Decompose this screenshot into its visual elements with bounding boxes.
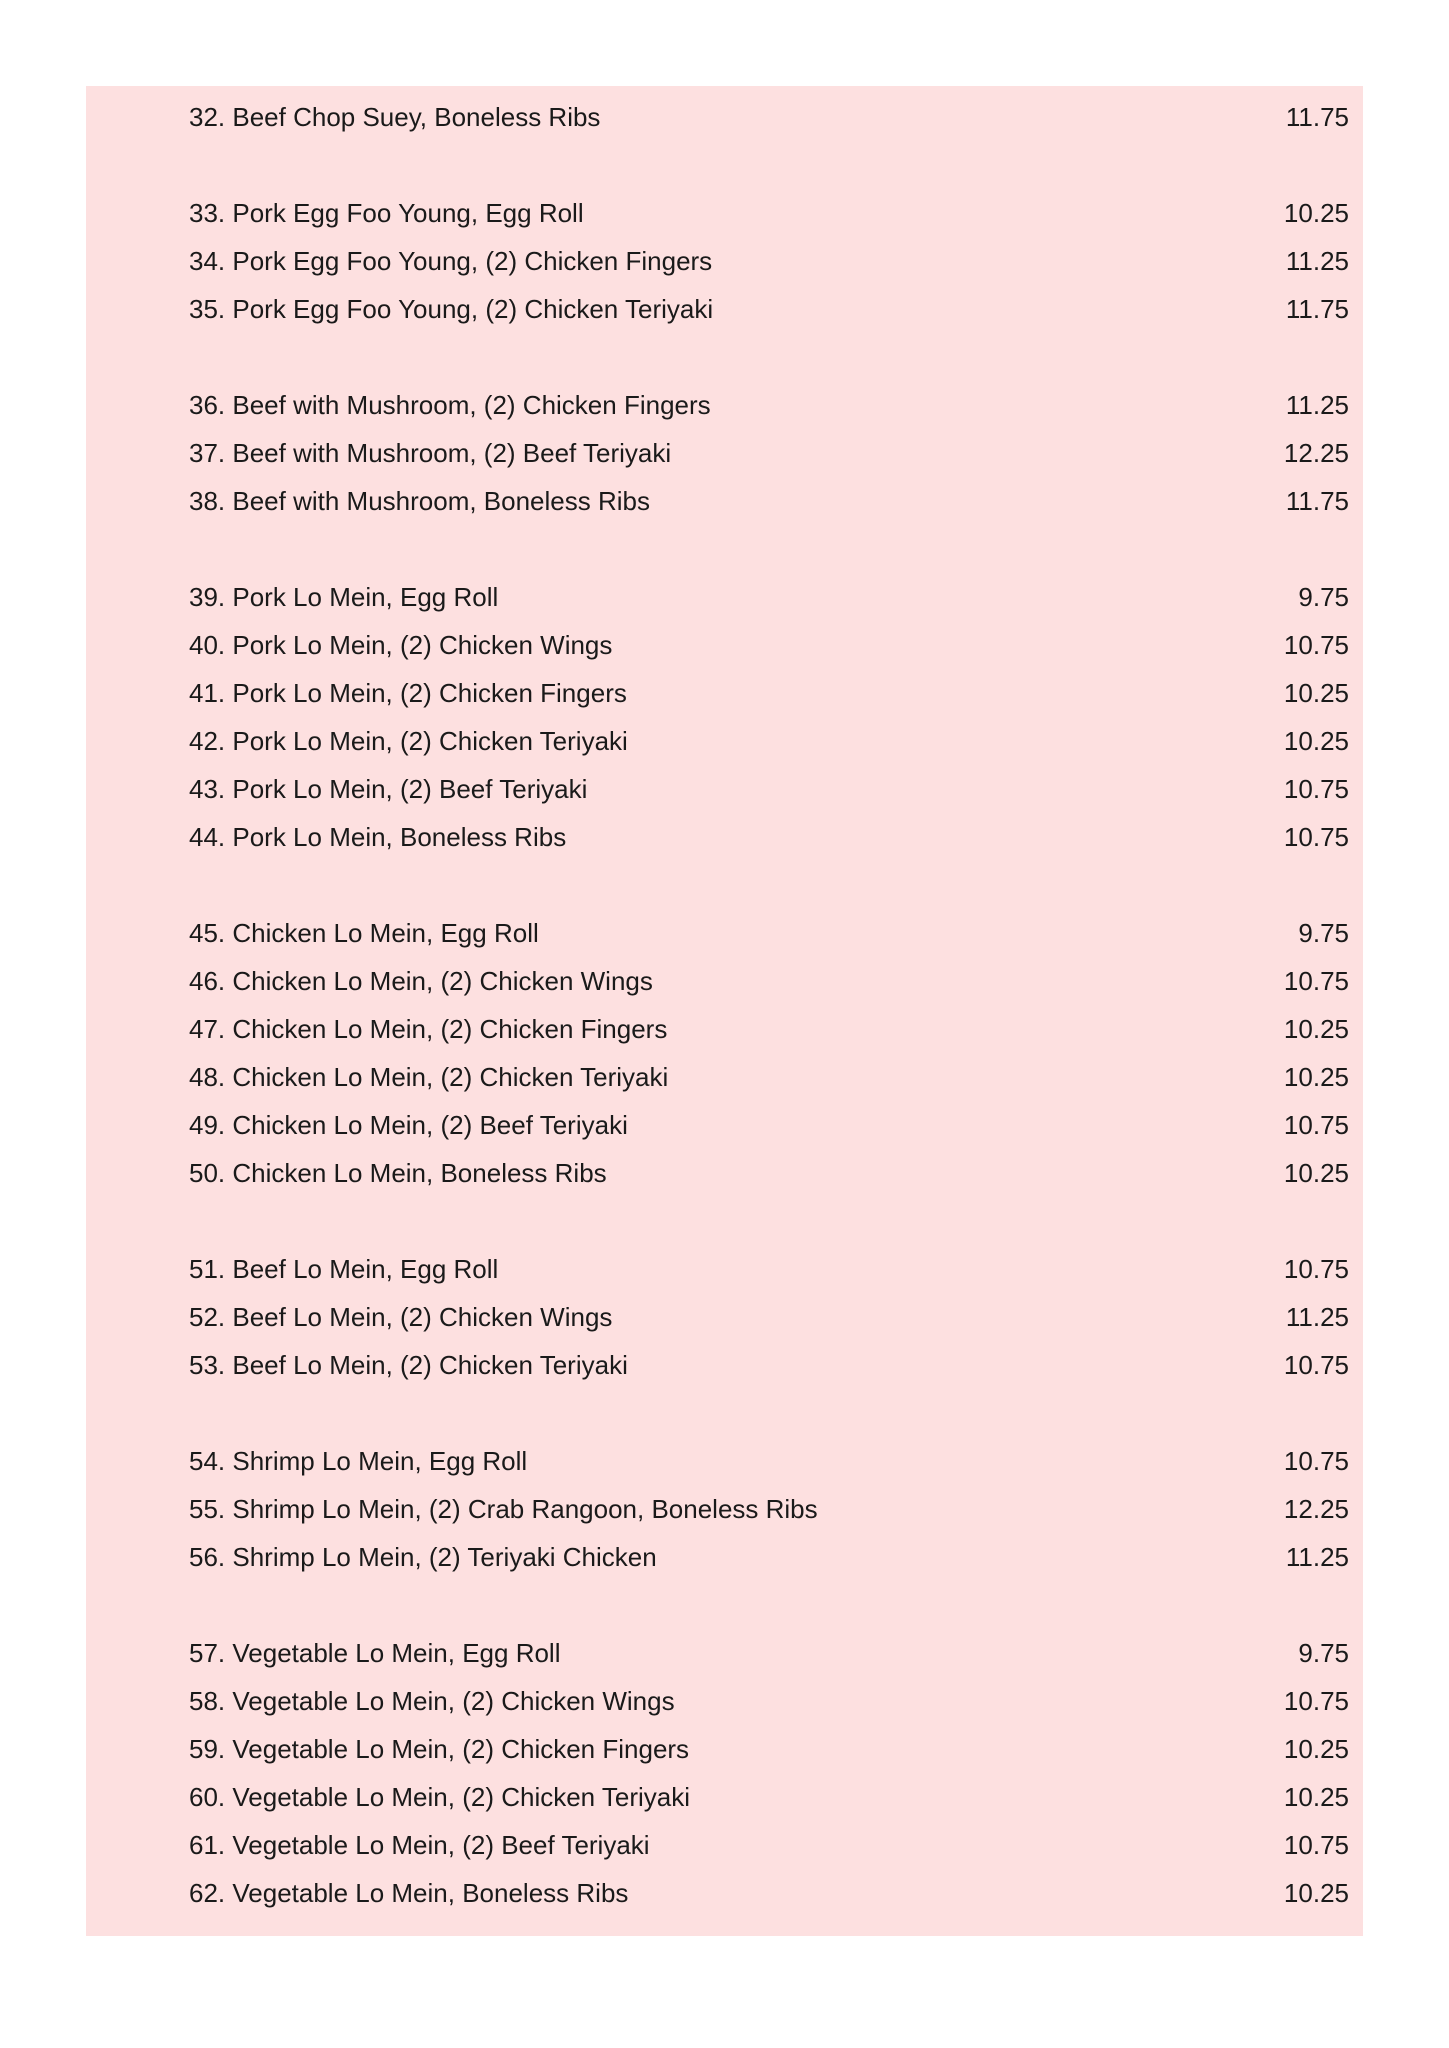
menu-item-price: 10.75	[1283, 966, 1349, 996]
menu-group	[189, 381, 1349, 525]
menu-item-name: 41. Pork Lo Mein, (2) Chicken Fingers	[189, 678, 627, 708]
menu-item-name: 53. Beef Lo Mein, (2) Chicken Teriyaki	[189, 1350, 628, 1380]
menu-item-row	[189, 1485, 1349, 1533]
menu-item-row	[189, 909, 1349, 957]
menu-item-price: 10.25	[1283, 1878, 1349, 1908]
menu-item-name: 46. Chicken Lo Mein, (2) Chicken Wings	[189, 966, 653, 996]
menu-item-price: 10.75	[1283, 1446, 1349, 1476]
menu-item-row	[189, 1053, 1349, 1101]
menu-item-name: 50. Chicken Lo Mein, Boneless Ribs	[189, 1158, 607, 1188]
menu-item-name: 58. Vegetable Lo Mein, (2) Chicken Wings	[189, 1686, 675, 1716]
menu-item-name: 49. Chicken Lo Mein, (2) Beef Teriyaki	[189, 1110, 628, 1140]
menu-item-row	[189, 1437, 1349, 1485]
menu-item-row	[189, 1869, 1349, 1917]
menu-item-price: 10.75	[1283, 1254, 1349, 1284]
menu-item-row	[189, 1341, 1349, 1389]
menu-item-name: 38. Beef with Mushroom, Boneless Ribs	[189, 486, 650, 516]
menu-item-row	[189, 189, 1349, 237]
menu-item-name: 37. Beef with Mushroom, (2) Beef Teriyaki	[189, 438, 672, 468]
menu-item-name: 60. Vegetable Lo Mein, (2) Chicken Teriyaki	[189, 1782, 691, 1812]
menu-item-row	[189, 429, 1349, 477]
menu-item-price: 12.25	[1283, 438, 1349, 468]
menu-item-name: 39. Pork Lo Mein, Egg Roll	[189, 582, 499, 612]
menu-group	[189, 1629, 1349, 1917]
menu-item-price: 10.75	[1283, 630, 1349, 660]
menu-item-name: 35. Pork Egg Foo Young, (2) Chicken Teriyaki	[189, 294, 714, 324]
menu-item-name: 57. Vegetable Lo Mein, Egg Roll	[189, 1638, 561, 1668]
menu-item-price: 9.75	[1298, 918, 1349, 948]
menu-item-name: 47. Chicken Lo Mein, (2) Chicken Fingers	[189, 1014, 668, 1044]
menu-item-price: 12.25	[1283, 1494, 1349, 1524]
menu-item-row	[189, 381, 1349, 429]
menu-item-price: 10.25	[1283, 1014, 1349, 1044]
menu-item-price: 10.75	[1283, 822, 1349, 852]
menu-item-row	[189, 717, 1349, 765]
menu-group	[189, 909, 1349, 1197]
menu-item-row	[189, 765, 1349, 813]
menu-item-price: 11.25	[1285, 1302, 1349, 1332]
menu-item-name: 40. Pork Lo Mein, (2) Chicken Wings	[189, 630, 613, 660]
menu-item-price: 10.25	[1283, 726, 1349, 756]
menu-item-row	[189, 1677, 1349, 1725]
menu-item-row	[189, 1629, 1349, 1677]
menu-item-price: 10.25	[1283, 198, 1349, 228]
menu-item-price: 10.75	[1283, 774, 1349, 804]
menu-group	[189, 573, 1349, 861]
menu-item-row	[189, 957, 1349, 1005]
menu-item-name: 44. Pork Lo Mein, Boneless Ribs	[189, 822, 567, 852]
menu-item-row	[189, 1773, 1349, 1821]
menu-item-price: 11.25	[1285, 1542, 1349, 1572]
menu-item-row	[189, 1725, 1349, 1773]
menu-item-name: 59. Vegetable Lo Mein, (2) Chicken Fingers	[189, 1734, 690, 1764]
menu-item-price: 11.75	[1285, 294, 1349, 324]
menu-item-price: 10.75	[1283, 1686, 1349, 1716]
menu-item-name: 45. Chicken Lo Mein, Egg Roll	[189, 918, 539, 948]
menu-item-name: 51. Beef Lo Mein, Egg Roll	[189, 1254, 499, 1284]
menu-item-row	[189, 1245, 1349, 1293]
menu-item-row	[189, 621, 1349, 669]
menu-item-name: 54. Shrimp Lo Mein, Egg Roll	[189, 1446, 528, 1476]
menu-item-price: 10.25	[1283, 1734, 1349, 1764]
menu-item-row	[189, 813, 1349, 861]
menu-group	[189, 1437, 1349, 1581]
menu-item-name: 62. Vegetable Lo Mein, Boneless Ribs	[189, 1878, 629, 1908]
menu-item-price: 11.75	[1285, 102, 1349, 132]
menu-item-price: 11.75	[1285, 486, 1349, 516]
menu-item-row	[189, 285, 1349, 333]
menu-item-name: 48. Chicken Lo Mein, (2) Chicken Teriyaki	[189, 1062, 669, 1092]
menu-item-name: 56. Shrimp Lo Mein, (2) Teriyaki Chicken	[189, 1542, 657, 1572]
menu-item-row	[189, 477, 1349, 525]
menu-item-price: 11.25	[1285, 246, 1349, 276]
menu-item-name: 55. Shrimp Lo Mein, (2) Crab Rangoon, Boneless Ribs	[189, 1494, 818, 1524]
menu-item-price: 9.75	[1298, 582, 1349, 612]
menu-item-price: 10.75	[1283, 1350, 1349, 1380]
menu-item-name: 43. Pork Lo Mein, (2) Beef Teriyaki	[189, 774, 588, 804]
menu-item-name: 33. Pork Egg Foo Young, Egg Roll	[189, 198, 584, 228]
menu-item-price: 10.25	[1283, 1158, 1349, 1188]
menu-list	[189, 93, 1349, 1917]
menu-item-row	[189, 1005, 1349, 1053]
menu-item-price: 10.25	[1283, 1062, 1349, 1092]
menu-item-row	[189, 1293, 1349, 1341]
menu-group	[189, 189, 1349, 333]
menu-item-name: 42. Pork Lo Mein, (2) Chicken Teriyaki	[189, 726, 628, 756]
menu-item-price: 11.25	[1285, 390, 1349, 420]
menu-item-price: 10.25	[1283, 678, 1349, 708]
menu-item-row	[189, 669, 1349, 717]
menu-item-row	[189, 93, 1349, 141]
menu-item-row	[189, 573, 1349, 621]
menu-item-price: 10.25	[1283, 1782, 1349, 1812]
menu-item-name: 34. Pork Egg Foo Young, (2) Chicken Fingers	[189, 246, 713, 276]
menu-item-name: 61. Vegetable Lo Mein, (2) Beef Teriyaki	[189, 1830, 650, 1860]
menu-item-name: 32. Beef Chop Suey, Boneless Ribs	[189, 102, 601, 132]
menu-item-name: 52. Beef Lo Mein, (2) Chicken Wings	[189, 1302, 613, 1332]
menu-item-price: 9.75	[1298, 1638, 1349, 1668]
menu-item-row	[189, 237, 1349, 285]
menu-item-row	[189, 1101, 1349, 1149]
menu-item-row	[189, 1149, 1349, 1197]
menu-item-price: 10.75	[1283, 1830, 1349, 1860]
menu-group	[189, 93, 1349, 141]
menu-group	[189, 1245, 1349, 1389]
menu-item-row	[189, 1821, 1349, 1869]
menu-item-row	[189, 1533, 1349, 1581]
menu-item-price: 10.75	[1283, 1110, 1349, 1140]
menu-item-name: 36. Beef with Mushroom, (2) Chicken Fingers	[189, 390, 711, 420]
